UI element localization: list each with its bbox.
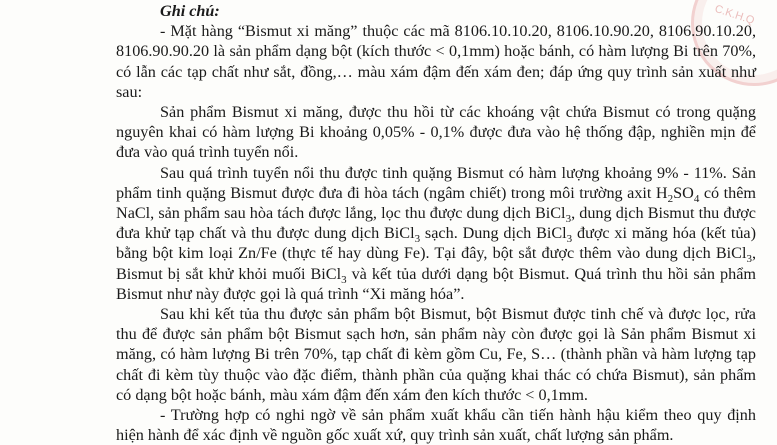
note-body [116, 1, 756, 445]
paragraph-post-inspection: - Trường hợp có nghi ngờ về sản phẩm xuất khẩu cần tiến hành hậu kiểm theo quy định hiện hành để xác định về nguồn gốc xuất xứ, quy trình sản xuất, chất lượng sản phẩm. [116, 406, 756, 445]
stamp-text: C.K.H.Q [713, 2, 756, 28]
paragraph-cementation-process: Sau quá trình tuyển nổi thu được tinh quặng Bismut có hàm lượng khoảng 9% - 11%. Sản phẩm tinh quặng Bismut được đưa đi hòa tách (ngâm chiết) trong môi trường axit $H_2SO_4$ có thêm NaCl, sản phẩm sau hòa tách được lắng, lọc thu được dung dịch BiCl$_3$, dung dịch Bismut thu được đưa khử tạp chất và thu được dung dịch BiCl$_3$ sạch. Dung dịch BiCl$_3$ được xi măng hóa (kết tủa) bằng bột kim loại Zn/Fe (thực tế hay dùng Fe). Tại đây, bột sắt được thêm vào dung dịch BiCl$_3$, Bismut bị sắt khử khỏi muối BiCl$_3$ và kết tủa dưới dạng bột Bismut. Quá trình thu hồi sản phẩm Bismut như này được gọi là quá trình “Xi măng hóa”. [116, 163, 756, 303]
paragraph-crushing: Sản phẩm Bismut xi măng, được thu hồi từ các khoáng vật chứa Bismut có trong quặng nguyên khai có hàm lượng Bi khoảng 0,05% - 0,1% được đưa vào hệ thống đập, nghiền mịn để đưa vào quá trình tuyển nổi. [116, 103, 756, 162]
paragraph-product-definition: - Mặt hàng “Bismut xi măng” thuộc các mã 8106.10.10.20, 8106.10.90.20, 8106.90.10.20, 8106.90.90.20 là sản phẩm dạng bột (kích thước < 0,1mm) hoặc bánh, có hàm lượng Bi trên 70%, có lẫn các tạp chất như sắt, đồng,… màu xám đậm đến xám đen; đáp ứng quy trình sản xuất như sau: [116, 22, 756, 101]
paragraph-refining: Sau khi kết tủa thu được sản phẩm bột Bismut, bột Bismut được tinh chế và được lọc, rửa thu để được sản phẩm bột Bismut sạch hơn, sản phẩm này còn được gọi là Sản phẩm Bismut xi măng, có hàm lượng Bi trên 70%, tạp chất đi kèm gồm Cu, Fe, S… (thành phần và hàm lượng tạp chất đi kèm tùy thuộc vào đặc điểm, thành phần của quặng khai thác có chứa Bismut), sản phẩm có dạng bột hoặc bánh, màu xám đậm đến xám đen kích thước < 0,1mm. [116, 305, 756, 404]
note-title: Ghi chú: [160, 2, 220, 20]
